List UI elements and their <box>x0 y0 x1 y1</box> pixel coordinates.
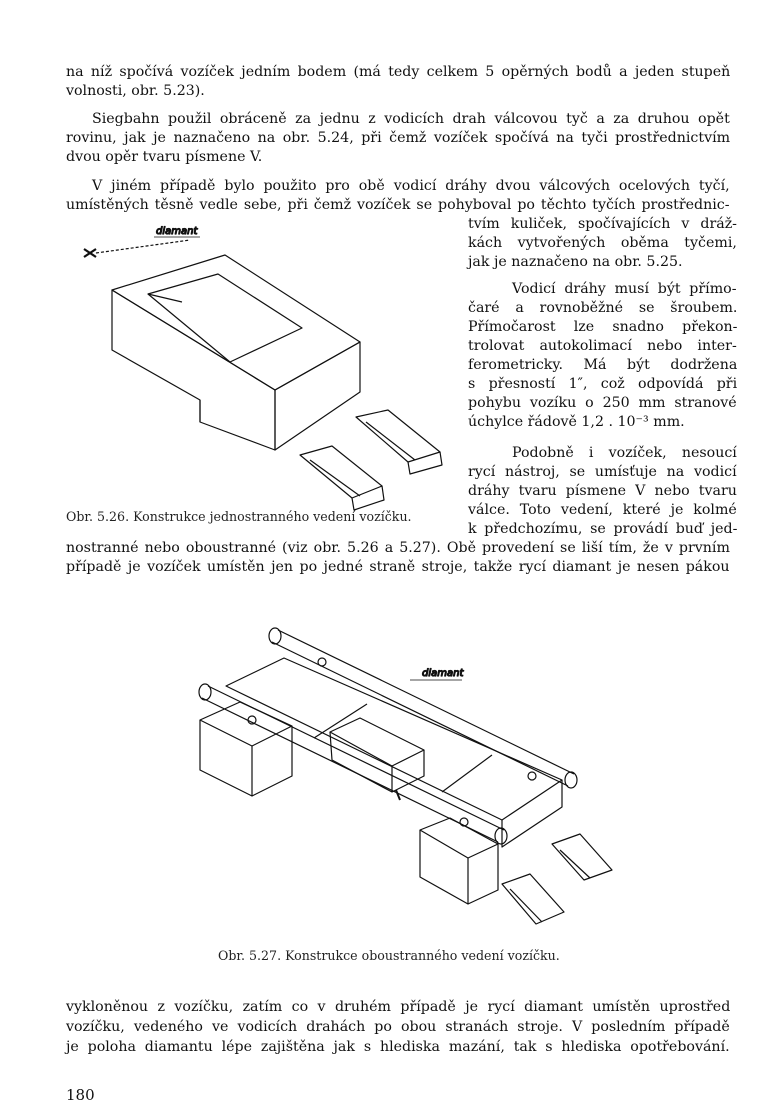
p5-right-line-5: k předchozímu, se provádí buď jed- <box>468 521 738 537</box>
rod-back <box>272 630 574 786</box>
v-guide-right <box>356 410 440 462</box>
p1-line-2: volnosti, obr. 5.23). <box>66 83 205 99</box>
v-guide-left <box>300 446 382 498</box>
p4-line-1: Vodicí dráhy musí být přímo- <box>512 281 737 297</box>
fig1-diamant-label: diamant <box>156 226 198 237</box>
p2-line-3: dvou opěr tvaru písmene V. <box>66 149 263 165</box>
p6-line-1: vykloněnou z vozíčku, zatím co v druhém případě je rycí diamant umístěn uprostřed <box>66 999 731 1015</box>
figure-5-27-caption: Obr. 5.27. Konstrukce oboustranného vedení vozíčku. <box>218 948 560 963</box>
p4-line-8: úchylce řádově 1,2 . 10⁻³ mm. <box>468 414 685 430</box>
v-guide-back <box>552 834 612 880</box>
p4-line-7: pohybu vozíku o 250 mm stranové <box>468 395 737 411</box>
p4-line-2: čaré a rovnoběžné se šroubem. <box>468 300 738 316</box>
carriage-plate <box>226 658 562 820</box>
p6-line-3: je poloha diamantu lépe zajištěna jak s hlediska mazání, tak s hlediska opotřebování. <box>66 1039 730 1055</box>
p4-line-5: ferometricky. Má být dodržena <box>468 357 738 373</box>
p4-line-6: s přesností 1″, což odpovídá při <box>468 376 738 392</box>
figure-5-27 <box>192 622 672 932</box>
p5-line-6: nostranné nebo oboustranné (viz obr. 5.26 a 5.27). Obě provedení se liší tím, že v prvním <box>66 540 730 556</box>
page-number: 180 <box>66 1086 95 1104</box>
p6-line-2: vozíčku, vedeného ve vodicích drahách po obou stranách stroje. V posledním případě <box>66 1019 730 1035</box>
carriage-left-face <box>112 290 275 450</box>
right-block <box>420 818 498 858</box>
p2-line-1: Siegbahn použil obráceně za jednu z vodicích drah válcovou tyč a za druhou opět <box>92 111 730 127</box>
p4-line-4: trolovat autokolimací nebo inter- <box>468 338 737 354</box>
p3-right-line-3: jak je naznačeno na obr. 5.25. <box>468 254 683 270</box>
v-guide-front <box>502 874 564 924</box>
rod-front <box>202 686 504 842</box>
carriage-front-face <box>275 342 360 450</box>
triangular-window <box>148 274 302 362</box>
carriage-top-face <box>112 255 360 390</box>
p3-right-line-1: tvím kuliček, spočívajících v dráž- <box>468 216 737 232</box>
p3-right-line-2: kách vytvořených oběma tyčemi, <box>468 235 737 251</box>
p1-line-1: na níž spočívá vozíček jedním bodem (má tedy celkem 5 opěrných bodů a jeden stupeň <box>66 64 731 80</box>
figure-5-26 <box>70 222 470 512</box>
p5-right-line-1: Podobně i vozíček, nesoucí <box>512 445 737 461</box>
figure-5-26-caption: Obr. 5.26. Konstrukce jednostranného vedení vozíčku. <box>66 509 412 524</box>
p5-right-line-3: dráhy tvaru písmene V nebo tvaru <box>468 483 737 499</box>
p3-line-2: umístěných těsně vedle sebe, při čemž vozíček se pohyboval po těchto tyčích prostřednic- <box>66 197 730 213</box>
diamond-marker <box>84 237 200 257</box>
p2-line-2: rovinu, jak je naznačeno na obr. 5.24, při čemž vozíček spočívá na tyči prostřednictvím <box>66 130 731 146</box>
p5-right-line-4: válce. Toto vedení, které je kolmé <box>468 502 737 518</box>
left-block <box>200 702 292 746</box>
p3-line-1: V jiném případě bylo použito pro obě vodicí dráhy dvou válcových ocelových tyčí, <box>92 178 730 194</box>
p4-line-3: Přímočarost lze snadno překon- <box>468 319 738 335</box>
fig2-diamant-label: diamant <box>422 668 464 679</box>
p5-right-line-2: rycí nástroj, se umísťuje na vodicí <box>468 464 737 480</box>
p5-line-7: případě je vozíček umístěn jen po jedné straně stroje, takže rycí diamant je nesen pákou <box>66 559 730 575</box>
